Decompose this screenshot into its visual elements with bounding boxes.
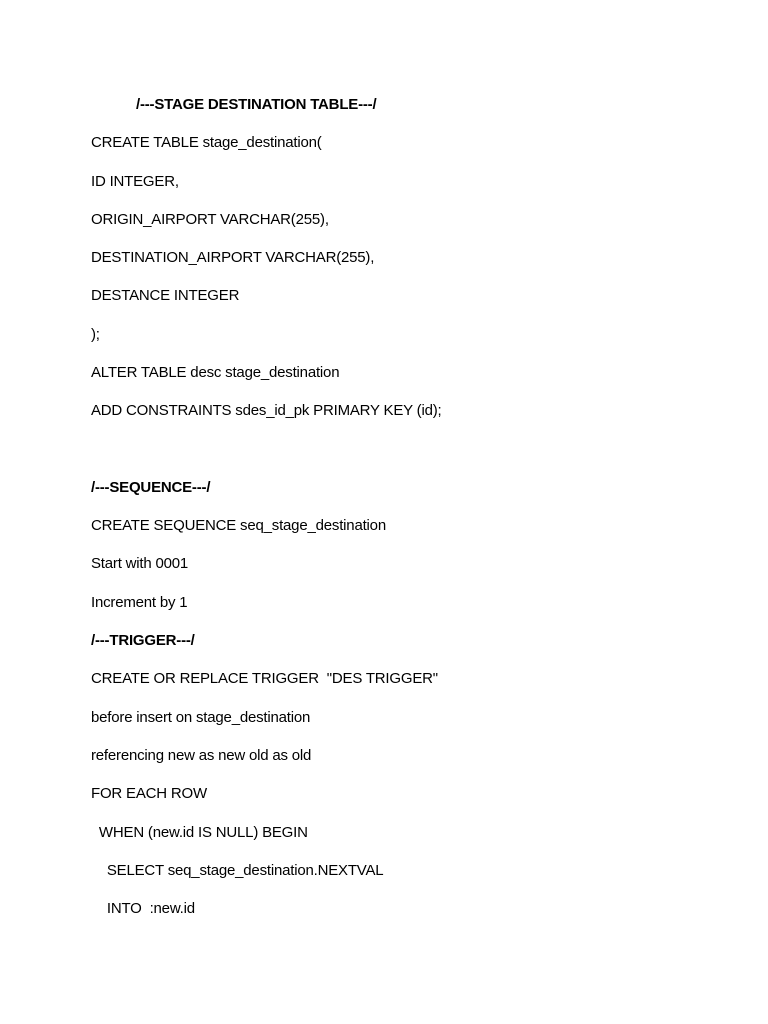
for-each-row-line: FOR EACH ROW [91,785,207,802]
create-table-line: CREATE TABLE stage_destination( [91,134,322,151]
start-with-line: Start with 0001 [91,555,189,572]
close-paren-line: ); [91,326,100,343]
increment-by-line: Increment by 1 [91,594,188,611]
into-new-id-line: INTO :new.id [91,900,195,917]
when-begin-line: WHEN (new.id IS NULL) BEGIN [91,824,308,841]
before-insert-line: before insert on stage_destination [91,709,311,726]
create-trigger-line: CREATE OR REPLACE TRIGGER "DES TRIGGER" [91,670,438,687]
distance-column-line: DESTANCE INTEGER [91,287,240,304]
destination-airport-column-line: DESTINATION_AIRPORT VARCHAR(255), [91,249,375,266]
select-nextval-line: SELECT seq_stage_destination.NEXTVAL [91,862,384,879]
id-column-line: ID INTEGER, [91,173,179,190]
trigger-heading: /---TRIGGER---/ [91,632,195,649]
origin-airport-column-line: ORIGIN_AIRPORT VARCHAR(255), [91,211,329,228]
stage-destination-table-heading: /---STAGE DESTINATION TABLE---/ [136,96,377,113]
create-sequence-line: CREATE SEQUENCE seq_stage_destination [91,517,386,534]
add-constraints-line: ADD CONSTRAINTS sdes_id_pk PRIMARY KEY (id); [91,402,442,419]
referencing-line: referencing new as new old as old [91,747,312,764]
sequence-heading: /---SEQUENCE---/ [91,479,211,496]
alter-table-line: ALTER TABLE desc stage_destination [91,364,340,381]
